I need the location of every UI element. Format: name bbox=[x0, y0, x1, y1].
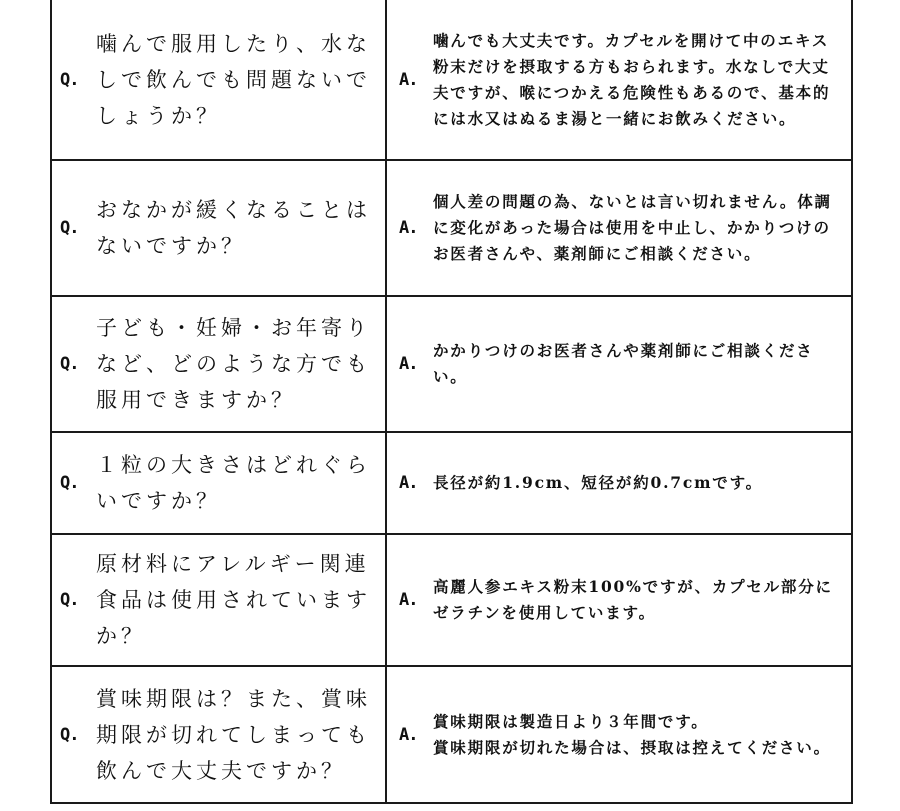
question-text: おなかが緩くなることはないですか？ bbox=[96, 198, 371, 258]
answer-marker: A. bbox=[399, 590, 418, 610]
question-marker: Q. bbox=[60, 218, 79, 238]
question-marker: Q. bbox=[60, 69, 79, 90]
answer-cell bbox=[386, 432, 852, 534]
answer-text: 個人差の問題の為、ないとは言い切れません。体調に変化があった場合は使用を中止し、かかりつけのお医者さんや、薬剤師にご相談ください。 bbox=[433, 192, 832, 263]
question-text: 賞味期限は？また、賞味期限が切れてしまっても飲んで大丈夫ですか？ bbox=[96, 686, 371, 783]
question-cell bbox=[51, 666, 386, 803]
question-marker: Q. bbox=[60, 590, 79, 610]
question-text: １粒の大きさはどれぐらいですか？ bbox=[96, 453, 371, 513]
question-marker: Q. bbox=[60, 473, 79, 493]
answer-cell bbox=[386, 534, 852, 666]
question-text: 原材料にアレルギー関連食品は使用されていますか？ bbox=[96, 552, 371, 648]
question-text: 噛んで服用したり、水なしで飲んでも問題ないでしょうか？ bbox=[96, 31, 371, 128]
faq-row bbox=[51, 432, 852, 534]
question-marker: Q. bbox=[60, 354, 79, 374]
faq-row bbox=[51, 534, 852, 666]
faq-table bbox=[50, 0, 853, 804]
question-cell bbox=[51, 432, 386, 534]
answer-marker: A. bbox=[399, 724, 418, 745]
answer-marker: A. bbox=[399, 354, 418, 374]
faq-row bbox=[51, 666, 852, 803]
faq-row bbox=[51, 296, 852, 432]
answer-text: 高麗人参エキス粉末100%ですが、カプセル部分にゼラチンを使用しています。 bbox=[433, 577, 833, 622]
answer-text: 噛んでも大丈夫です。カプセルを開けて中のエキス粉末だけを摂取する方もおられます。水なしで大丈夫ですが、喉につかえる危険性もあるので、基本的には水又はぬるま湯と一緒にお飲みください。 bbox=[433, 30, 831, 128]
answer-cell bbox=[386, 160, 852, 296]
question-text: 子ども・妊婦・お年寄りなど、どのような方でも服用できますか？ bbox=[96, 316, 371, 412]
answer-cell bbox=[386, 296, 852, 432]
answer-line: 賞味期限は製造日より３年間です。 bbox=[433, 711, 709, 731]
question-marker: Q. bbox=[60, 724, 79, 745]
faq-row bbox=[51, 160, 852, 296]
answer-text bbox=[433, 709, 839, 761]
answer-line: 賞味期限が切れた場合は、摂取は控えてください。 bbox=[433, 737, 831, 757]
answer-marker: A. bbox=[399, 473, 418, 493]
answer-marker: A. bbox=[399, 69, 418, 90]
question-cell bbox=[51, 0, 386, 160]
answer-cell bbox=[386, 0, 852, 160]
question-cell bbox=[51, 160, 386, 296]
answer-marker: A. bbox=[399, 218, 418, 238]
faq-row bbox=[51, 0, 852, 160]
question-cell bbox=[51, 296, 386, 432]
answer-cell bbox=[386, 666, 852, 803]
answer-text: 長径が約1.9cm、短径が約0.7cmです。 bbox=[433, 473, 763, 492]
answer-text: かかりつけのお医者さんや薬剤師にご相談ください。 bbox=[433, 341, 814, 386]
question-cell bbox=[51, 534, 386, 666]
